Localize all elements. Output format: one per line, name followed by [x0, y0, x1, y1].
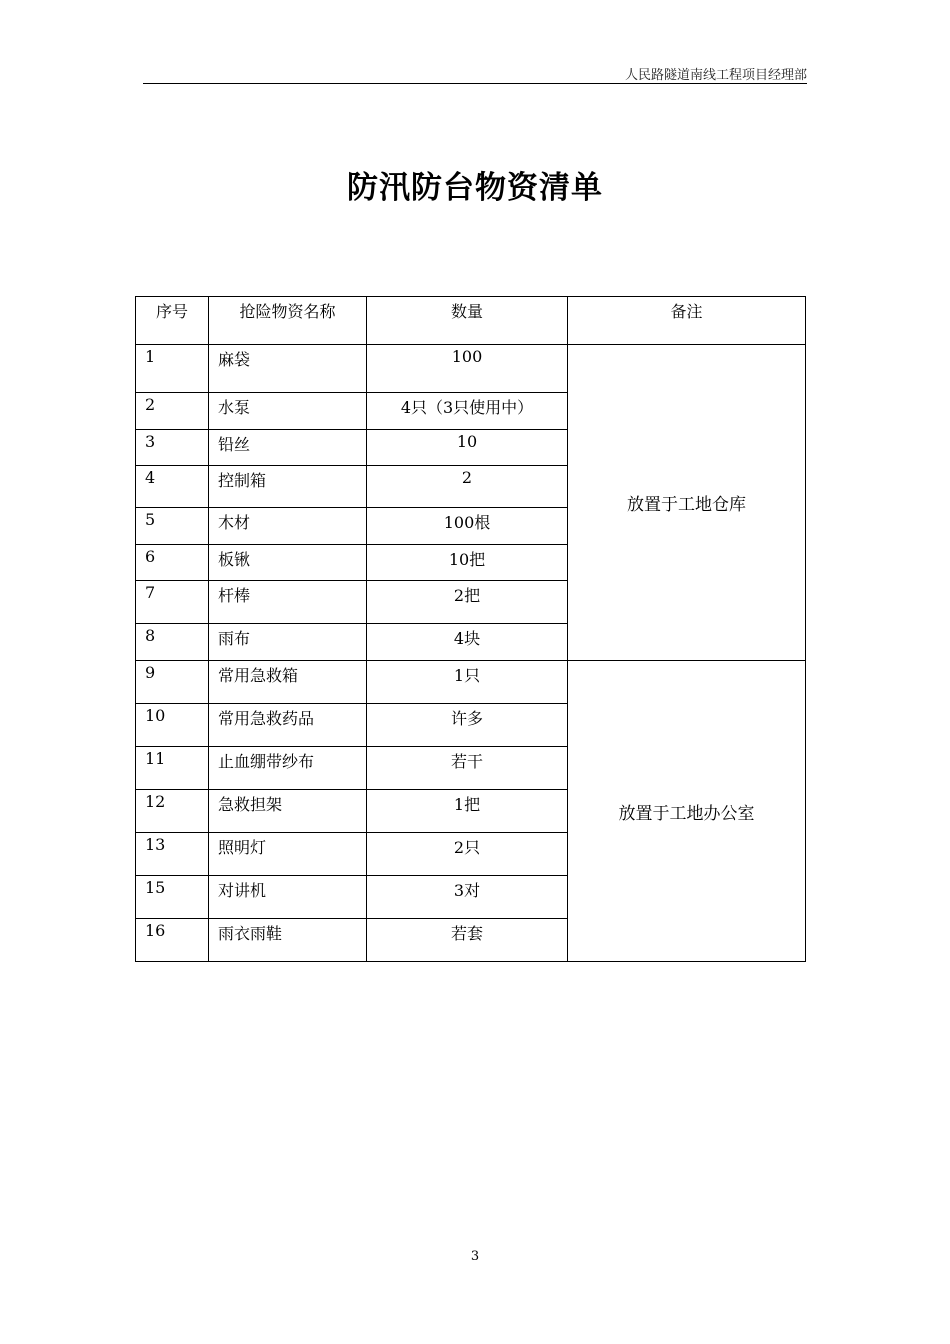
row-index: 12: [136, 790, 209, 833]
row-quantity: 10: [367, 430, 568, 466]
row-quantity: 2: [367, 466, 568, 508]
row-quantity: 若套: [367, 919, 568, 962]
row-quantity: 2把: [367, 581, 568, 624]
page-title: 防汛防台物资清单: [347, 170, 603, 206]
row-index: 13: [136, 833, 209, 876]
row-name: 控制箱: [209, 466, 367, 508]
row-name: 常用急救药品: [209, 704, 367, 747]
row-quantity: 100根: [367, 508, 568, 545]
col-header-quantity: 数量: [367, 297, 568, 345]
row-index: 6: [136, 545, 209, 581]
row-index: 10: [136, 704, 209, 747]
row-quantity: 3对: [367, 876, 568, 919]
row-index: 8: [136, 624, 209, 661]
row-name: 木材: [209, 508, 367, 545]
row-quantity: 1只: [367, 661, 568, 704]
row-name: 常用急救箱: [209, 661, 367, 704]
row-quantity: 若干: [367, 747, 568, 790]
row-quantity: 许多: [367, 704, 568, 747]
page-number: 3: [470, 1249, 480, 1264]
row-quantity: 4只（3只使用中）: [367, 393, 568, 430]
row-name: 雨布: [209, 624, 367, 661]
row-index: 4: [136, 466, 209, 508]
table-row: [136, 661, 806, 704]
row-quantity: 4块: [367, 624, 568, 661]
row-name: 麻袋: [209, 345, 367, 393]
row-index: 15: [136, 876, 209, 919]
row-quantity: 1把: [367, 790, 568, 833]
row-name: 杆棒: [209, 581, 367, 624]
row-name: 照明灯: [209, 833, 367, 876]
table-row: [136, 345, 806, 393]
row-name: 雨衣雨鞋: [209, 919, 367, 962]
row-name: 止血绷带纱布: [209, 747, 367, 790]
col-header-remark: 备注: [568, 297, 806, 345]
materials-table: [135, 296, 806, 962]
row-name: 对讲机: [209, 876, 367, 919]
col-header-name: 抢险物资名称: [209, 297, 367, 345]
row-index: 9: [136, 661, 209, 704]
row-name: 铅丝: [209, 430, 367, 466]
row-name: 板锹: [209, 545, 367, 581]
header-rule: [143, 83, 807, 84]
remark-office: 放置于工地办公室: [568, 661, 806, 962]
row-index: 5: [136, 508, 209, 545]
row-quantity: 10把: [367, 545, 568, 581]
row-name: 急救担架: [209, 790, 367, 833]
row-index: 3: [136, 430, 209, 466]
table-header-row: [136, 297, 806, 345]
row-index: 1: [136, 345, 209, 393]
row-index: 7: [136, 581, 209, 624]
header-org-name: 人民路隧道南线工程项目经理部: [624, 68, 807, 83]
row-index: 2: [136, 393, 209, 430]
row-index: 11: [136, 747, 209, 790]
row-quantity: 2只: [367, 833, 568, 876]
remark-warehouse: 放置于工地仓库: [568, 345, 806, 661]
row-index: 16: [136, 919, 209, 962]
row-name: 水泵: [209, 393, 367, 430]
col-header-index: 序号: [136, 297, 209, 345]
row-quantity: 100: [367, 345, 568, 393]
